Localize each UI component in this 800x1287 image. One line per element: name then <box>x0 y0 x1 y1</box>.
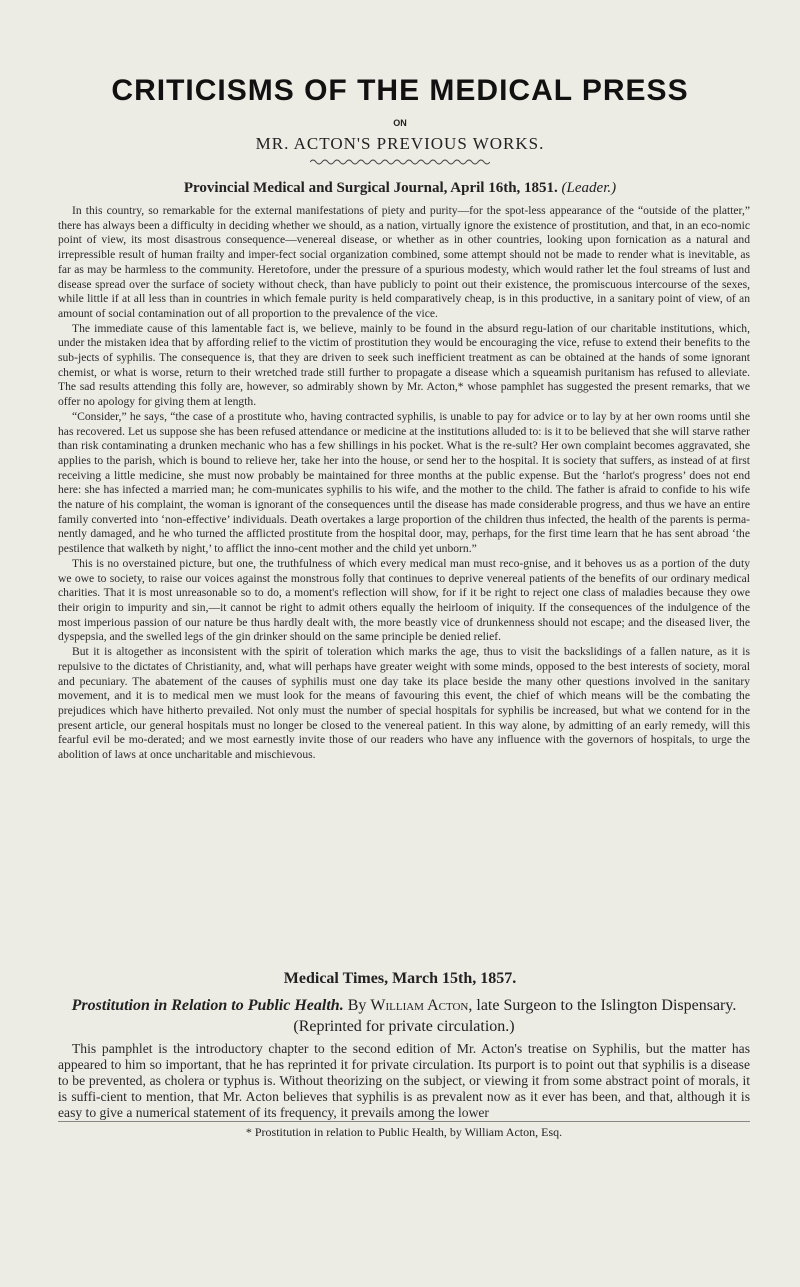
paragraph: But it is altogether as inconsistent with the spirit of toleration which marks the age, thus to visit the backslidings of a fallen nature, as it is repulsive to the dictates of Christianity, and, what will perhaps have greater weight with some minds, opposed to the best interests of society, moral and pecuniary. The abatement of the causes of syphilis must one day take its place beside the many other questions involved in the sanitary movement, and it is to medical men we must look for the means of favouring this event, the chief of which means will be the combating the prejudices which have hitherto prevailed. Not only must the number of special hospitals for syphilis be increased, but what we contend for in the present article, our general hospitals must no longer be closed to the venereal patient. In this way alone, by admitting of an early remedy, will this fearful evil be mo-derated; and we most earnestly invite those of our readers who have any influence with the governors of hospitals, to urge the abolition of laws at once uncharitable and mischievous. <box>58 645 750 762</box>
section-heading-text: Medical Times, March 15th, 1857. <box>283 970 517 987</box>
paragraph: “Consider,” he says, “the case of a prostitute who, having contracted syphilis, is unable to pay for advice or to lay by at her own rooms until she has recovered. Let us suppose she has been refused attendance or medicine at the institutions alluded to: is it to be believed that she will starve rather than risk contaminating a drunken mechanic who has a few shillings in his pocket. What is the re-sult? Her own complaint becomes aggravated, she applies to the parish, which is bound to relieve her, take her into the house, or send her to the hospital. It is society that suffers, as instead of at first receiving a little medicine, she must now probably be maintained for three months at the public expense. But the ‘harlot's progress’ does not end here: she has infected a married man; he com-municates syphilis to his wife, and the mother to the child. The father is afraid to confide to his wife the nature of his complaint, the woman is ignorant of the consequences until the disease has made considerable progress, and thus we have an entire family converted into ‘non-effective’ individuals. Death overtakes a large proportion of the children thus infected, the health of the parents is perma-nently damaged, and he who turned the afflicted prostitute from the hospital door, may, perhaps, for the first time learn that he has sent abroad ‘the pestilence that walketh by night,’ to afflict the inno-cent mother and the child yet unborn.” <box>58 409 750 556</box>
citation <box>58 995 750 1037</box>
citation-rest: late Surgeon to the Islington Dispensary. (Reprinted for private circulation.) <box>293 997 737 1035</box>
section-heading-provincial <box>0 180 800 197</box>
paragraph: In this country, so remarkable for the external manifestations of piety and purity—for the spot-less appearance of the “outside of the platter,” there has always been a difficulty in deciding whether we should, as a nation, virtually ignore the existence of prostitution, and that, in an eco-nomic point of view, its most disastrous consequence—venereal disease, or whether as in other countries, looking upon fornication as a natural and irrepressible result of human frailty and imper-fect social organization combined, some attempt should not be made to render what is inevitable, as far as may be harmless to the community. Heretofore, under the pressure of a spurious modesty, which would rather let the foul streams of lust and disease spread over the surface of society without check, than have publicly to point out their existence, the promiscuous intercourse of the sexes, while little if at all less than in countries in which female purity is held comparatively cheap, is in this productive, in a sanitary point of view, of an amount of social contamination out of all proportion to the prevalence of the vice. <box>58 204 750 320</box>
section-heading-text: Provincial Medical and Surgical Journal, April 16th, 1851. <box>183 180 558 196</box>
citation-title: Prostitution in Relation to Public Health. <box>71 997 344 1014</box>
paragraph: The immediate cause of this lamentable fact is, we believe, mainly to be found in the absurd regu-lation of our charitable institutions, which, under the mistaken idea that by affording relief to the victim of prostitution they would be encouraging the vice, refuse to extend their benefits to the sub-jects of syphilis. The consequence is, that they are driven to seek such inefficient treatment as can be obtained at the hands of some ignorant chemist, or what is worse, return to their wretched trade still further to propagate a disease which a squeamish puritanism has refused to alleviate. The sad results attending this folly are, however, so admirably shown by Mr. Acton,* whose pamphlet has suggested the present remarks, that we offer no apology for giving them at length. <box>58 321 750 409</box>
section-heading-tag: (Leader.) <box>561 180 617 196</box>
paragraph: This pamphlet is the introductory chapter to the second edition of Mr. Acton's treatise on Syphilis, but the matter has appeared to him so important, that he has reprinted it for private circulation. Its purport is to point out that syphilis is a disease to be prevented, as cholera or typhus is. Without theorizing on the subject, or viewing it from some abstract point of morals, it is suffi-cient to mention, that Mr. Acton believes that syphilis is as prevalent now as it ever has been, and that, although it is easy to give a numerical statement of its frequency, it prevails among the lower <box>58 1041 750 1120</box>
ornamental-wavy-rule <box>310 158 490 166</box>
page-title: CRITICISMS OF THE MEDICAL PRESS <box>111 74 689 107</box>
article-body-provincial <box>58 204 750 763</box>
footnote: * Prostitution in relation to Public Health, by William Acton, Esq. <box>245 1125 563 1139</box>
footnote-divider <box>58 1121 750 1122</box>
page-subtitle: MR. ACTON'S PREVIOUS WORKS. <box>255 134 545 153</box>
citation-by: By <box>347 997 367 1014</box>
paragraph: This is no overstained picture, but one, the truthfulness of which every medical man must reco-gnise, and it behoves us as a portion of the duty we owe to society, to raise our voices against the monstrous folly that continues to deprive venereal patients of the benefits of our ordinary medical charities. That it is most unreasonable so to do, a moment's reflection will show, for if it be right to reject one class of maladies because they owe their origin to impurity and sin,—it cannot be right to admit others equally the heirloom of iniquity. If the consequences of the indulgence of the most imperious passion of our nature be thus hardly dealt with, the more beastly vice of drunkenness should not escape; and the diseased liver, the dyspepsia, and the swelled legs of the gin drinker should on the same principle be denied relief. <box>58 556 750 644</box>
article-body-medical-times <box>58 1041 750 1121</box>
on-label: ON <box>393 118 407 128</box>
citation-author: William Acton, <box>370 997 473 1014</box>
section-heading-medical-times <box>0 970 800 988</box>
